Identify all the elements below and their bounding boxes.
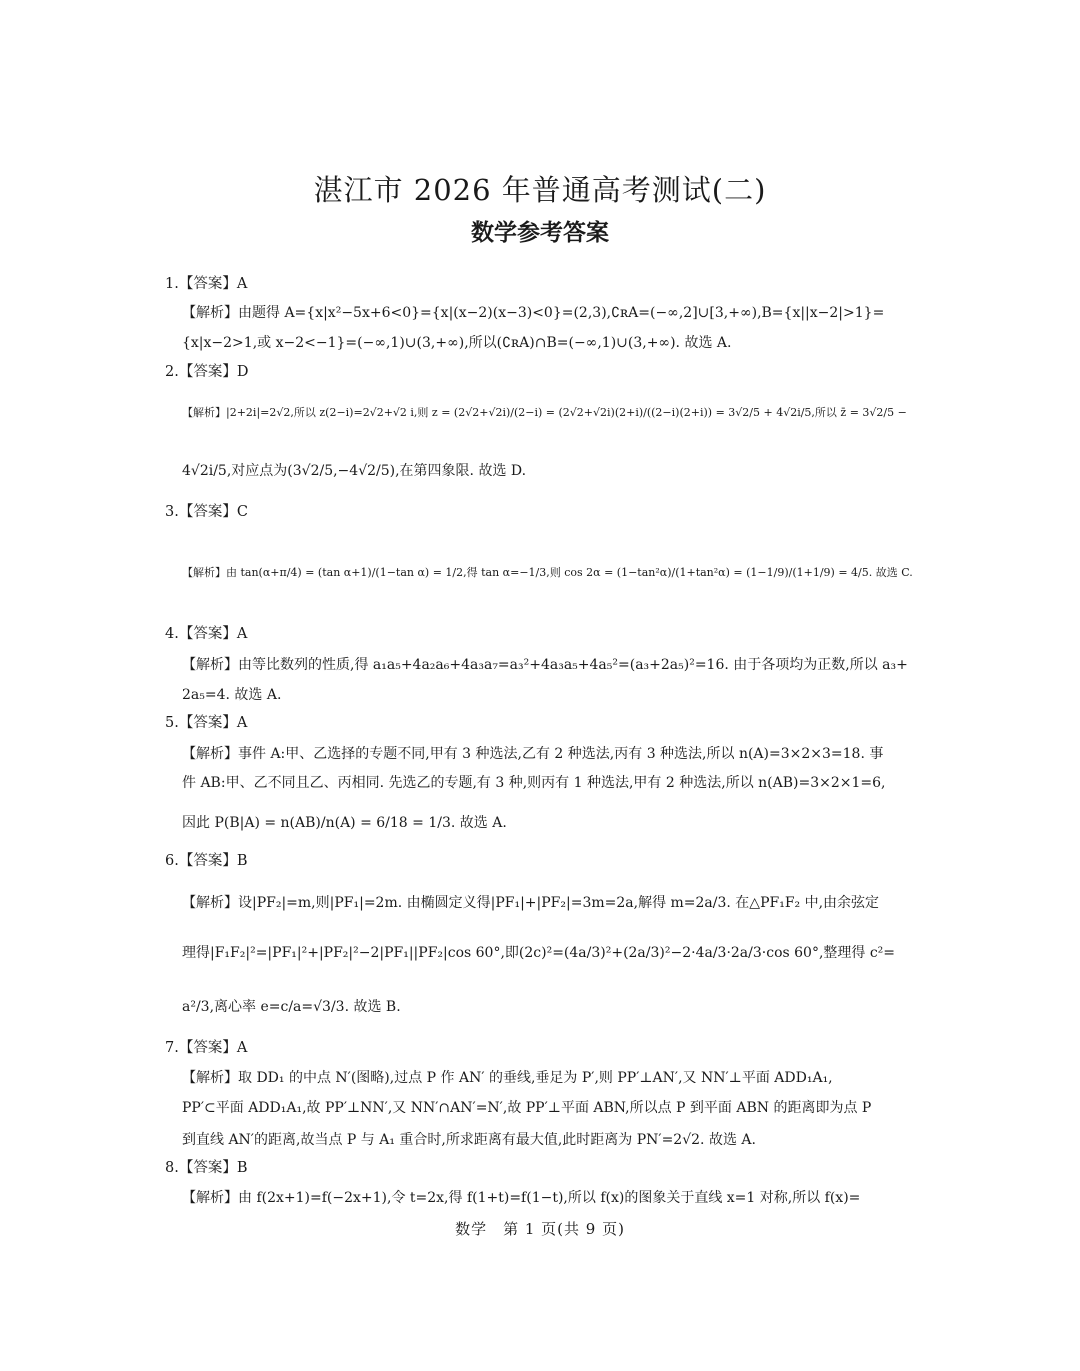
question-4-line-1: 【解析】由等比数列的性质,得 a₁a₅+4a₂a₆+4a₃a₇=a₃²+4a₃a₅+4a₅²=(a₃+2a₅)²=16. 由于各项均为正数,所以 a₃+ bbox=[182, 657, 908, 673]
question-6-line-1: 【解析】设|PF₂|=m,则|PF₁|=2m. 由椭圆定义得|PF₁|+|PF₂|=3m=2a,解得 m=2a/3. 在△PF₁F₂ 中,由余弦定 bbox=[182, 895, 880, 911]
question-1-line-1: 【解析】由题得 A={x|x²−5x+6<0}={x|(x−2)(x−3)<0}=(2,3),∁ʀA=(−∞,2]∪[3,+∞),B={x||x−2|>1}= bbox=[182, 305, 885, 321]
question-1-line-2: {x|x−2>1,或 x−2<−1}=(−∞,1)∪(3,+∞),所以(∁ʀA)∩B=(−∞,1)∪(3,+∞). 故选 A. bbox=[182, 335, 732, 351]
page-footer: 数学 第 1 页(共 9 页) bbox=[455, 1220, 625, 1238]
question-7-line-2: PP′⊂平面 ADD₁A₁,故 PP′⊥NN′,又 NN′∩AN′=N′,故 PP′⊥平面 ABN,所以点 P 到平面 ABN 的距离即为点 P bbox=[182, 1100, 872, 1116]
question-5-line-3: 因此 P(B|A) = n(AB)/n(A) = 6/18 = 1/3. 故选 A. bbox=[182, 815, 507, 831]
question-7-line-3: 到直线 AN′的距离,故当点 P 与 A₁ 重合时,所求距离有最大值,此时距离为 PN′=2√2. 故选 A. bbox=[182, 1132, 756, 1148]
question-8-line-1: 【解析】由 f(2x+1)=f(−2x+1),令 t=2x,得 f(1+t)=f(1−t),所以 f(x)的图象关于直线 x=1 对称,所以 f(x)= bbox=[182, 1190, 861, 1206]
question-5-line-1: 【解析】事件 A:甲、乙选择的专题不同,甲有 3 种选法,乙有 2 种选法,丙有 3 种选法,所以 n(A)=3×2×3=18. 事 bbox=[182, 746, 884, 762]
question-2-line-2: 4√2i/5,对应点为(3√2/5,−4√2/5),在第四象限. 故选 D. bbox=[182, 463, 527, 479]
question-4-answer: 4.【答案】A bbox=[165, 626, 248, 642]
question-3-answer: 3.【答案】C bbox=[165, 504, 248, 520]
question-5-answer: 5.【答案】A bbox=[165, 715, 248, 731]
page-subtitle: 数学参考答案 bbox=[471, 220, 609, 246]
question-7-answer: 7.【答案】A bbox=[165, 1040, 248, 1056]
question-8-answer: 8.【答案】B bbox=[165, 1160, 248, 1176]
question-4-line-2: 2a₅=4. 故选 A. bbox=[182, 687, 282, 703]
page-title: 湛江市 2026 年普通高考测试(二) bbox=[313, 173, 767, 207]
question-5-line-2: 件 AB:甲、乙不同且乙、丙相同. 先选乙的专题,有 3 种,则丙有 1 种选法,甲有 2 种选法,所以 n(AB)=3×2×1=6, bbox=[182, 775, 886, 791]
question-6-answer: 6.【答案】B bbox=[165, 853, 248, 869]
question-3-line-1: 【解析】由 tan(α+π/4) = (tan α+1)/(1−tan α) = 1/2,得 tan α=−1/3,则 cos 2α = (1−tan²α)/(1+tan²α) = (1−1/9)/(1+1/9) = 4/5. 故选 C. bbox=[182, 566, 913, 579]
question-2-line-1: 【解析】|2+2i|=2√2,所以 z(2−i)=2√2+√2 i,则 z = (2√2+√2i)/(2−i) = (2√2+√2i)(2+i)/((2−i)(2+i)) = 3√2/5 + 4√2i/5,所以 z̄ = 3√2/5 − bbox=[182, 406, 907, 419]
question-7-line-1: 【解析】取 DD₁ 的中点 N′(图略),过点 P 作 AN′ 的垂线,垂足为 P′,则 PP′⊥AN′,又 NN′⊥平面 ADD₁A₁, bbox=[182, 1070, 833, 1086]
question-2-answer: 2.【答案】D bbox=[165, 364, 249, 380]
question-6-line-2: 理得|F₁F₂|²=|PF₁|²+|PF₂|²−2|PF₁||PF₂|cos 60°,即(2c)²=(4a/3)²+(2a/3)²−2·4a/3·2a/3·cos 60°,整理得 c²= bbox=[182, 945, 896, 961]
question-6-line-3: a²/3,离心率 e=c/a=√3/3. 故选 B. bbox=[182, 999, 401, 1015]
question-1-answer: 1.【答案】A bbox=[165, 276, 248, 292]
